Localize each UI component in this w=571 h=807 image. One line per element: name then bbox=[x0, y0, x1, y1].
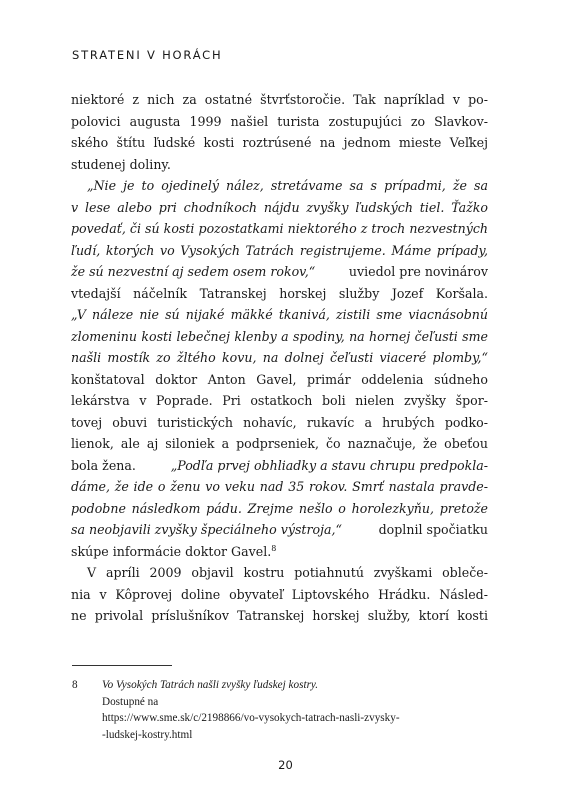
text-line: zlomeninu kosti lebečnej klenby a spodiny, na hornej čeľusti sme bbox=[71, 328, 488, 344]
quote-end: sa neobjavili zvyšky špeciálneho výstroja,“ bbox=[71, 522, 342, 537]
text-line: vtedajší náčelník Tatranskej horskej služby Jozef Koršala. bbox=[71, 285, 488, 301]
quote-start: „Podľa prvej obhliadky a stavu chrupu predpokla- bbox=[170, 457, 488, 473]
footnote-url-continued[interactable]: -ludskej-kostry.html bbox=[102, 728, 193, 741]
text-line bbox=[71, 519, 488, 541]
text-line: niektoré z nich za ostatné štvrťstoročie. Tak napríklad v po- bbox=[71, 92, 488, 107]
footnote-line bbox=[102, 677, 487, 710]
body-text bbox=[71, 89, 488, 627]
text-line: lienok, ale aj siloniek a podprseniek, čo naznačuje, že obeťou bbox=[71, 436, 488, 451]
text-line: v lese alebo pri chodníkoch nájdu zvyšky ľudských tiel. Ťažko bbox=[71, 199, 488, 215]
text-line: studenej doliny. bbox=[71, 156, 171, 172]
text-line: „Nie je to ojedinelý nález, stretávame sa s prípadmi, že sa bbox=[87, 178, 488, 193]
text-fragment: skúpe informácie doktor Gavel. bbox=[71, 543, 272, 559]
text-line: ľudí, ktorých vo Vysokých Tatrách registrujeme. Máme prípady, bbox=[71, 242, 488, 258]
text-line bbox=[71, 261, 488, 283]
text-line: lekárstva v Poprade. Pri ostatkoch boli nielen zvyšky špor- bbox=[71, 393, 488, 408]
text-line: dáme, že ide o ženu vo veku nad 35 rokov. Smrť nastala pravde- bbox=[71, 479, 488, 494]
text-line: ne privolal príslušníkov Tatranskej horskej služby, ktorí kosti bbox=[71, 608, 488, 623]
running-head: STRATENI V HORÁCH bbox=[72, 48, 223, 62]
text-line: konštatoval doktor Anton Gavel, primár oddelenia súdneho bbox=[71, 371, 488, 387]
page-number: 20 bbox=[278, 758, 293, 772]
text-line: „V náleze nie sú nijaké mäkké tkanivá, zistili sme viacnásobnú bbox=[71, 307, 488, 322]
text-line: povedať, či sú kosti pozostatkami niektorého z troch nezvestných bbox=[71, 221, 488, 236]
text-fragment: doplnil spočiatku bbox=[378, 522, 488, 537]
text-line bbox=[71, 541, 488, 563]
text-line: podobne následkom pádu. Zrejme nešlo o horolezkyňu, pretože bbox=[71, 500, 488, 516]
text-line: nia v Kôprovej doline obyvateľ Liptovského Hrádku. Násled- bbox=[71, 586, 488, 602]
text-line: ského štítu ľudské kosti roztrúsené na jednom mieste Veľkej bbox=[71, 135, 488, 150]
quote-end: že sú nezvestní aj sedem osem rokov,“ bbox=[71, 264, 316, 279]
footnote-divider bbox=[72, 665, 172, 666]
text-fragment: Dostupné na bbox=[102, 695, 159, 708]
footnote-title: Vo Vysokých Tatrách našli zvyšky ľudskej kostry. bbox=[102, 679, 319, 691]
text-line: polovici augusta 1999 našiel turista zostupujúci zo Slavkov- bbox=[71, 113, 488, 129]
footnote-reference[interactable]: 8 bbox=[271, 543, 277, 553]
text-line: V apríli 2009 objavil kostru potiahnutú zvyškami obleče- bbox=[87, 565, 488, 580]
footnote-url[interactable]: https://www.sme.sk/c/2198866/vo-vysokych-tatrach-nasli-zvysky- bbox=[102, 712, 400, 724]
text-line: našli mostík zo žltého kovu, na dolnej čeľusti viaceré plomby,“ bbox=[71, 350, 488, 365]
text-fragment: bola žena. bbox=[71, 457, 136, 473]
text-line bbox=[71, 455, 488, 477]
text-line: tovej obuvi turistických nohavíc, rukavíc a hrubých podko- bbox=[71, 414, 488, 430]
text-fragment: uviedol pre novinárov bbox=[348, 264, 488, 279]
footnote-number: 8 bbox=[72, 679, 78, 691]
footnote-text bbox=[102, 677, 487, 743]
